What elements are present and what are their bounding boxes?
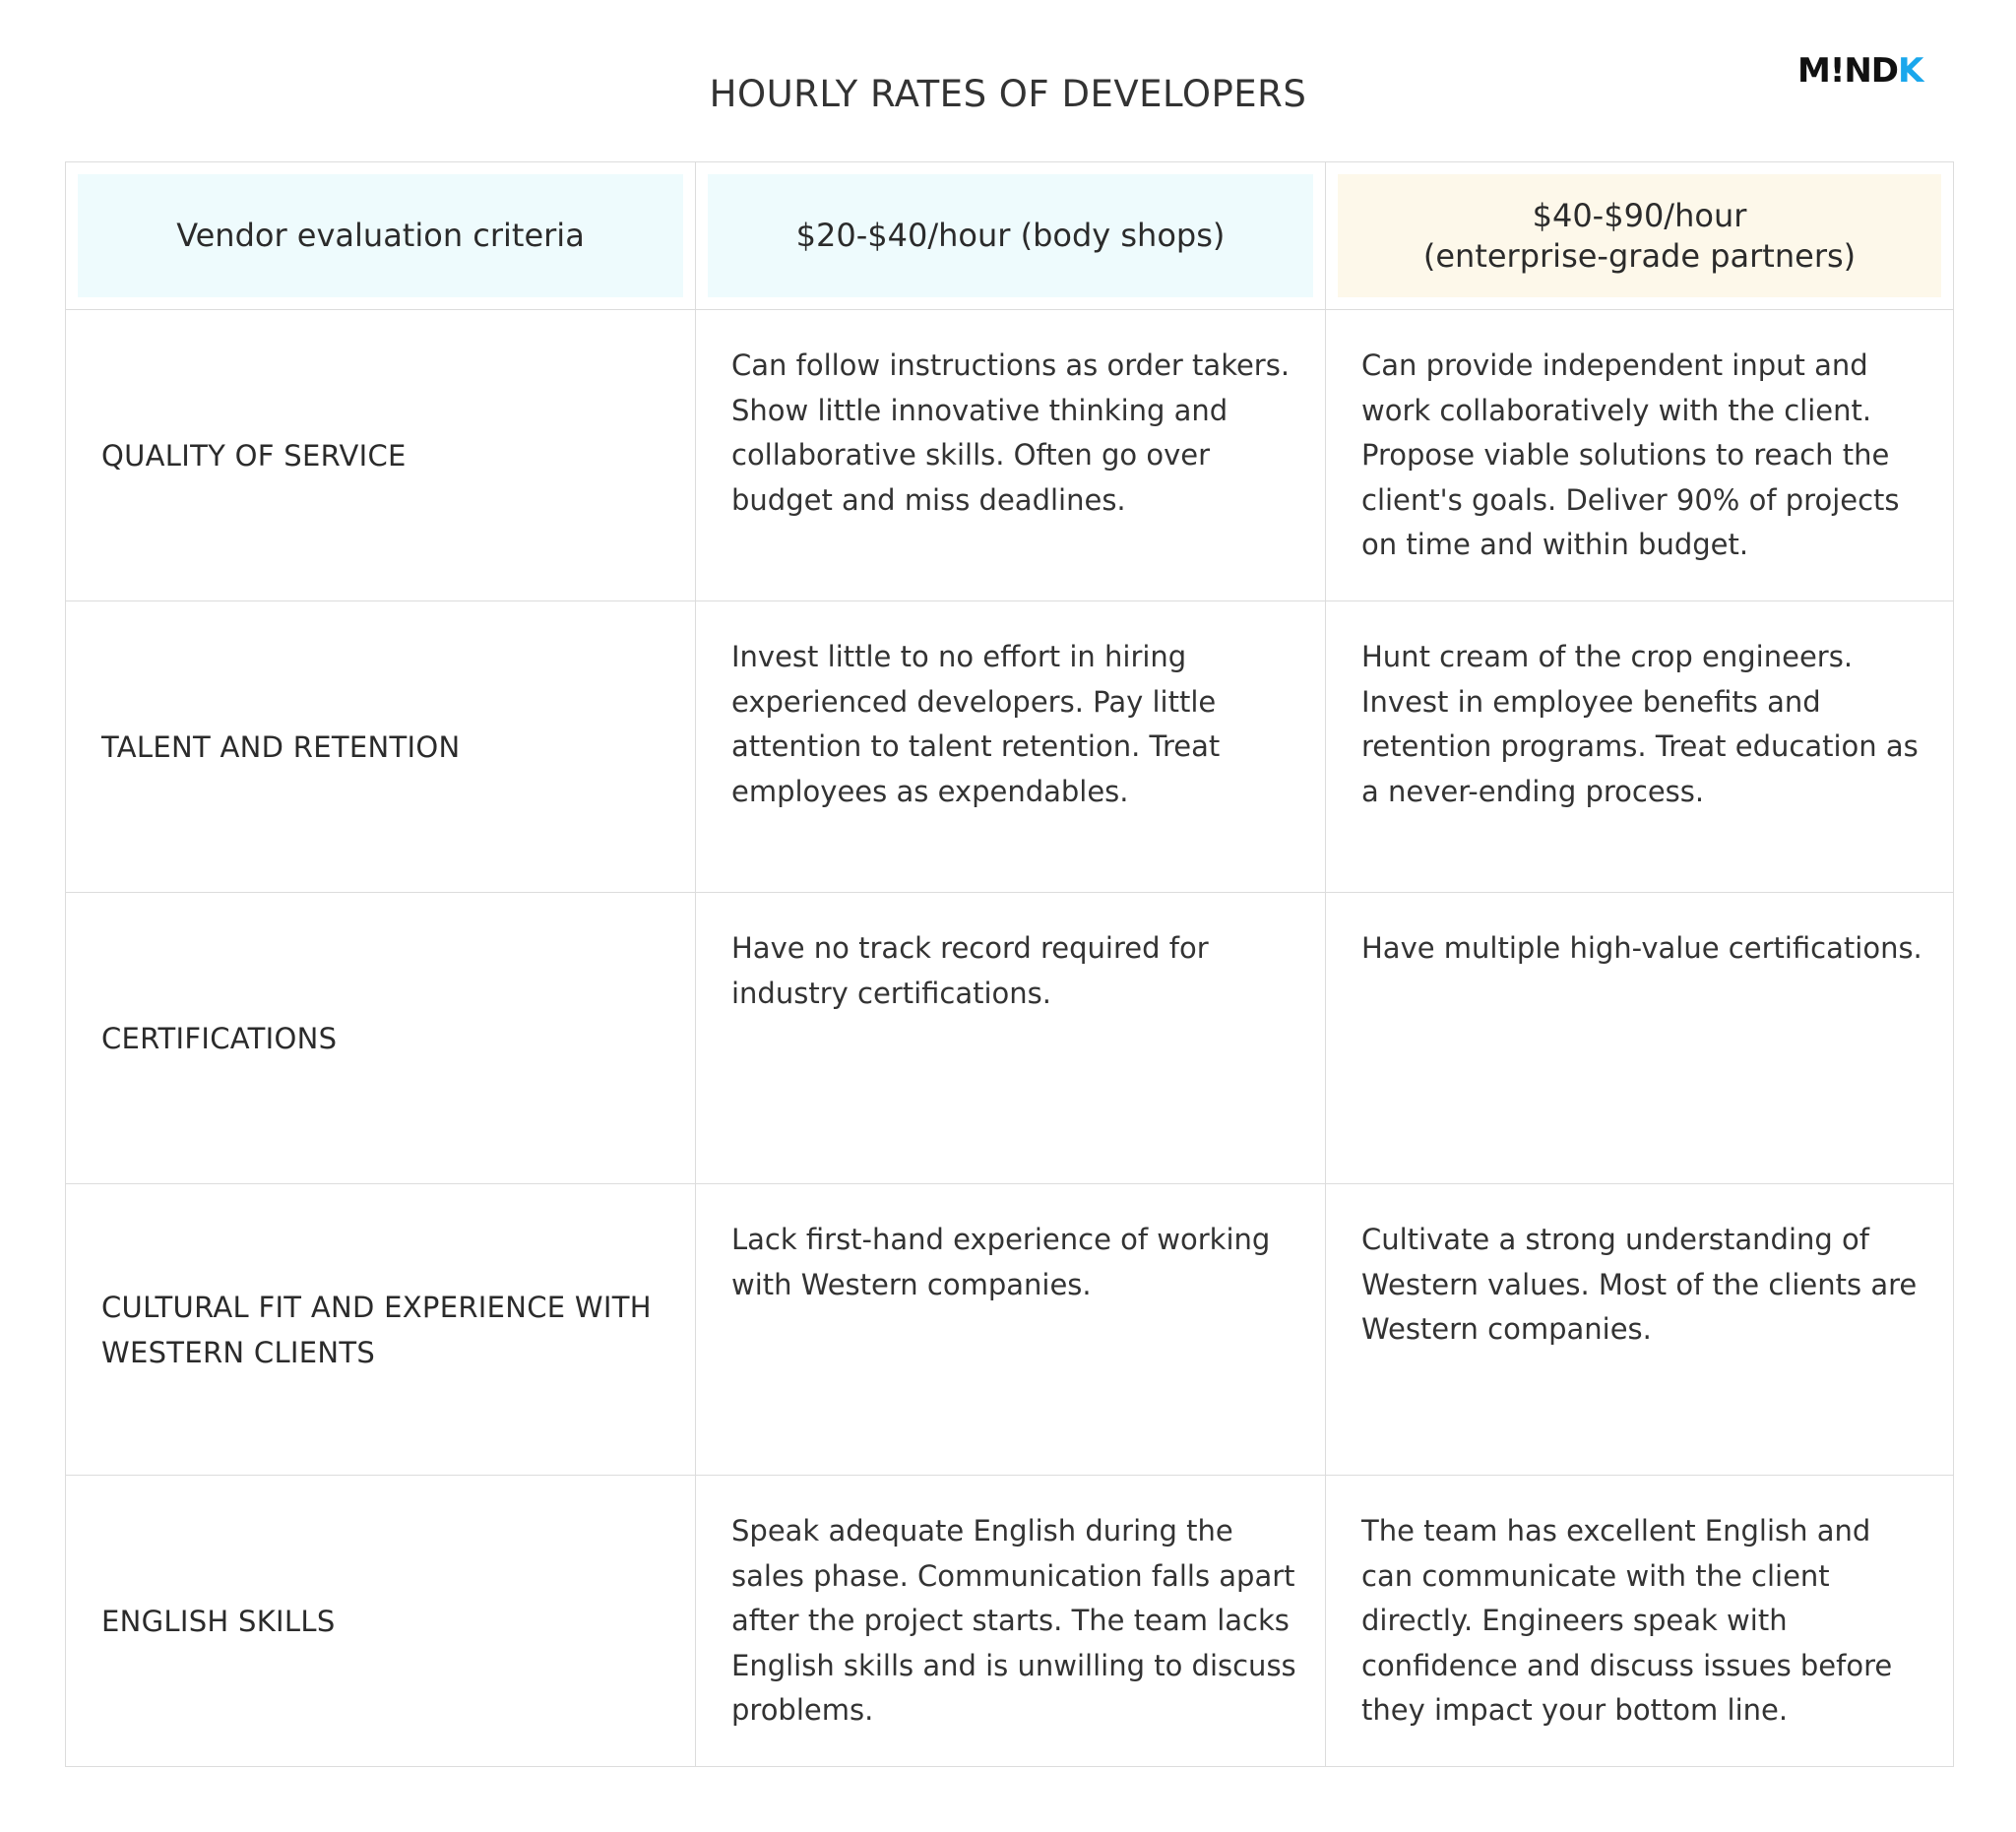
enterprise-quality-of-service: Can provide independent input and work collaboratively with the client. Propose viable solutions to reach the client's goals. Deliver 90% of projects on time and within budget. xyxy=(1326,310,1953,601)
criteria-english-skills: ENGLISH SKILLS xyxy=(66,1476,696,1766)
mindk-logo xyxy=(1797,53,1971,89)
table-grid xyxy=(66,162,1953,1766)
header-cell-body-shops xyxy=(696,162,1326,310)
criteria-quality-of-service: QUALITY OF SERVICE xyxy=(66,310,696,601)
criteria-cultural-fit: CULTURAL FIT AND EXPERIENCE WITH WESTERN CLIENTS xyxy=(66,1184,696,1476)
rates-comparison-table xyxy=(65,161,1954,1767)
enterprise-talent-and-retention: Hunt cream of the crop engineers. Invest in employee benefits and retention programs. Treat education as a never-ending process. xyxy=(1326,601,1953,893)
body-shops-cultural-fit: Lack first-hand experience of working with Western companies. xyxy=(696,1184,1326,1476)
enterprise-certifications: Have multiple high-value certifications. xyxy=(1326,893,1953,1184)
body-shops-english-skills: Speak adequate English during the sales phase. Communication falls apart after the project starts. The team lacks English skills and is unwilling to discuss problems. xyxy=(696,1476,1326,1766)
criteria-certifications: CERTIFICATIONS xyxy=(66,893,696,1184)
header-cell-enterprise xyxy=(1326,162,1953,310)
header-enterprise-label: $40-$90/hour (enterprise-grade partners) xyxy=(1338,174,1941,297)
enterprise-cultural-fit: Cultivate a strong understanding of Western values. Most of the clients are Western companies. xyxy=(1326,1184,1953,1476)
header-criteria-label: Vendor evaluation criteria xyxy=(78,174,683,297)
logo-text-main: M!ND xyxy=(1797,51,1899,91)
criteria-talent-and-retention: TALENT AND RETENTION xyxy=(66,601,696,893)
header-cell-criteria xyxy=(66,162,696,310)
enterprise-english-skills: The team has excellent English and can communicate with the client directly. Engineers speak with confidence and discuss issues before they impact your bottom line. xyxy=(1361,1514,1893,1727)
page-title: HOURLY RATES OF DEVELOPERS xyxy=(709,73,1307,115)
body-shops-quality-of-service: Can follow instructions as order takers. Show little innovative thinking and collaborative skills. Often go over budget and miss deadlines. xyxy=(696,310,1326,601)
header-body-shops-label: $20-$40/hour (body shops) xyxy=(708,174,1313,297)
body-shops-talent-and-retention: Invest little to no effort in hiring experienced developers. Pay little attention to talent retention. Treat employees as expendables. xyxy=(696,601,1326,893)
logo-text-accent: K xyxy=(1898,51,1923,91)
body-shops-certifications: Have no track record required for industry certifications. xyxy=(696,893,1326,1184)
